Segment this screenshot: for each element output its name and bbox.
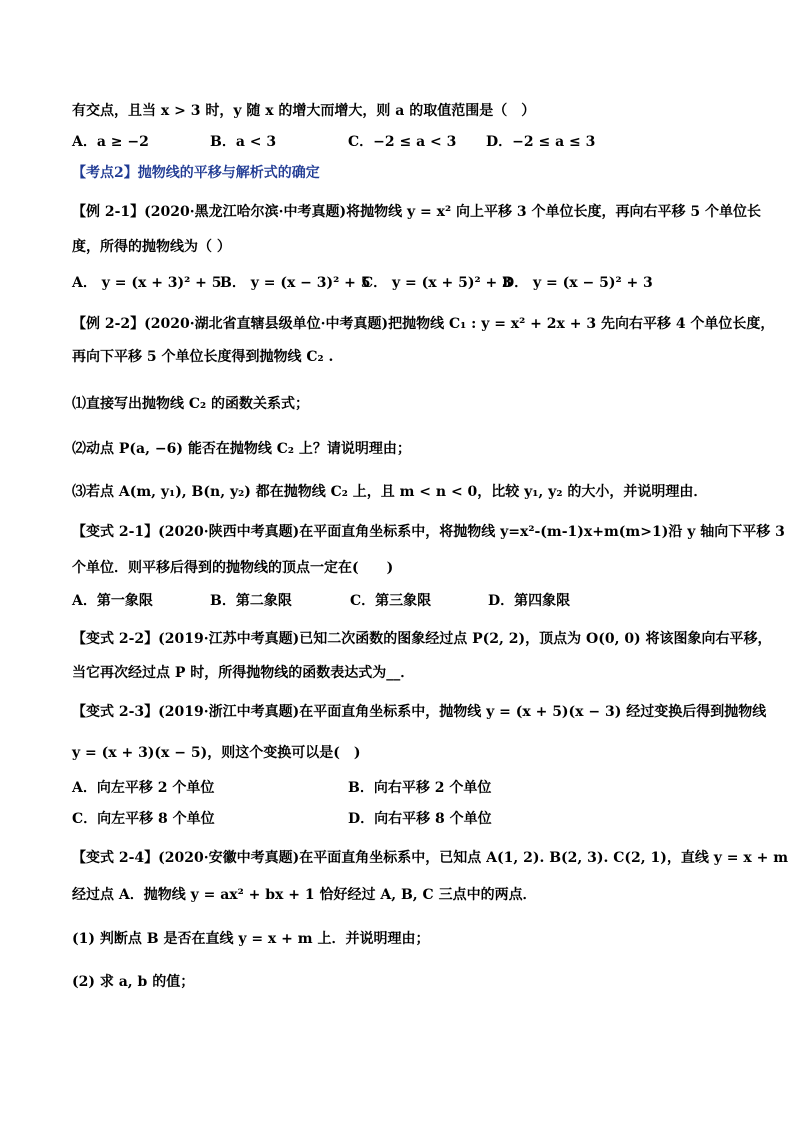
example-2-2-line2: 再向下平移 5 个单位长度得到抛物线 C₂ . [72,349,334,365]
variant-2-4-part1: (1) 判断点 B 是否在直线 y = x + m 上．并说明理由； [72,931,430,947]
option-a: A． y = (x + 3)² + 5 [72,275,222,291]
option-a: A．向左平移 2 个单位 [72,780,215,796]
option-c: C．第三象限 [350,593,432,609]
option-a: A．第一象限 [72,593,153,609]
variant-2-3-line2: y = (x + 3)(x − 5)，则这个变换可以是( ) [72,745,361,761]
variant-2-1-line2: 个单位．则平移后得到的抛物线的顶点一定在( ) [72,560,394,576]
variant-2-2-line2: 当它再次经过点 P 时，所得抛物线的函数表达式为__． [72,665,415,681]
section-heading-2: 【考点2】抛物线的平移与解析式的确定 [72,165,320,181]
example-2-1-line1: 【例 2-1】(2020·黑龙江哈尔滨·中考真题)将抛物线 y = x² 向上平移 3 个单位长度，再向右平移 5 个单位长 [72,204,761,220]
option-b: B． y = (x − 3)² + 5 [220,275,371,291]
option-c: C．−2 ≤ a < 3 [348,134,457,150]
option-a: A．a ≥ −2 [72,134,149,150]
option-c: C． y = (x + 5)² + 3 [362,275,512,291]
option-d: D．第四象限 [488,593,571,609]
option-d: D． y = (x − 5)² + 3 [502,275,653,291]
variant-2-4-line2: 经过点 A．抛物线 y = ax² + bx + 1 恰好经过 A, B, C 三点中的两点． [72,887,537,903]
variant-2-3-line1: 【变式 2-3】(2019·浙江中考真题)在平面直角坐标系中，抛物线 y = (x + 5)(x − 3) 经过变换后得到抛物线 [72,704,767,720]
example-2-2-line1: 【例 2-2】(2020·湖北省直辖县级单位·中考真题)把抛物线 C₁ : y = x² + 2x + 3 先向右平移 4 个单位长度， [72,316,775,332]
question-tail-line: 有交点，且当 x > 3 时，y 随 x 的增大而增大，则 a 的取值范围是（ ） [72,103,536,119]
option-b: B．向右平移 2 个单位 [348,780,492,796]
variant-2-4-part2: (2) 求 a, b 的值； [72,974,195,990]
example-2-1-line2: 度，所得的抛物线为（ ） [72,239,231,255]
variant-2-4-line1: 【变式 2-4】(2020·安徽中考真题)在平面直角坐标系中，已知点 A(1, 2). B(2, 3). C(2, 1)，直线 y = x + m [72,850,789,866]
example-2-2-part2: ⑵动点 P(a, −6) 能否在抛物线 C₂ 上？请说明理由； [72,441,411,457]
variant-2-1-line1: 【变式 2-1】(2020·陕西中考真题)在平面直角坐标系中，将抛物线 y=x²-(m-1)x+m(m>1)沿 y 轴向下平移 3 [72,524,785,540]
option-d: D．向右平移 8 个单位 [348,811,492,827]
variant-2-2-line1: 【变式 2-2】(2019·江苏中考真题)已知二次函数的图象经过点 P(2, 2)，顶点为 O(0, 0) 将该图象向右平移， [72,631,772,647]
example-2-2-part3: ⑶若点 A(m, y₁), B(n, y₂) 都在抛物线 C₂ 上，且 m < n < 0，比较 y₁, y₂ 的大小，并说明理由． [72,484,708,500]
option-d: D．−2 ≤ a ≤ 3 [486,134,596,150]
option-b: B．第二象限 [210,593,292,609]
option-c: C．向左平移 8 个单位 [72,811,215,827]
option-b: B．a < 3 [210,134,277,150]
example-2-2-part1: ⑴直接写出抛物线 C₂ 的函数关系式； [72,396,310,412]
